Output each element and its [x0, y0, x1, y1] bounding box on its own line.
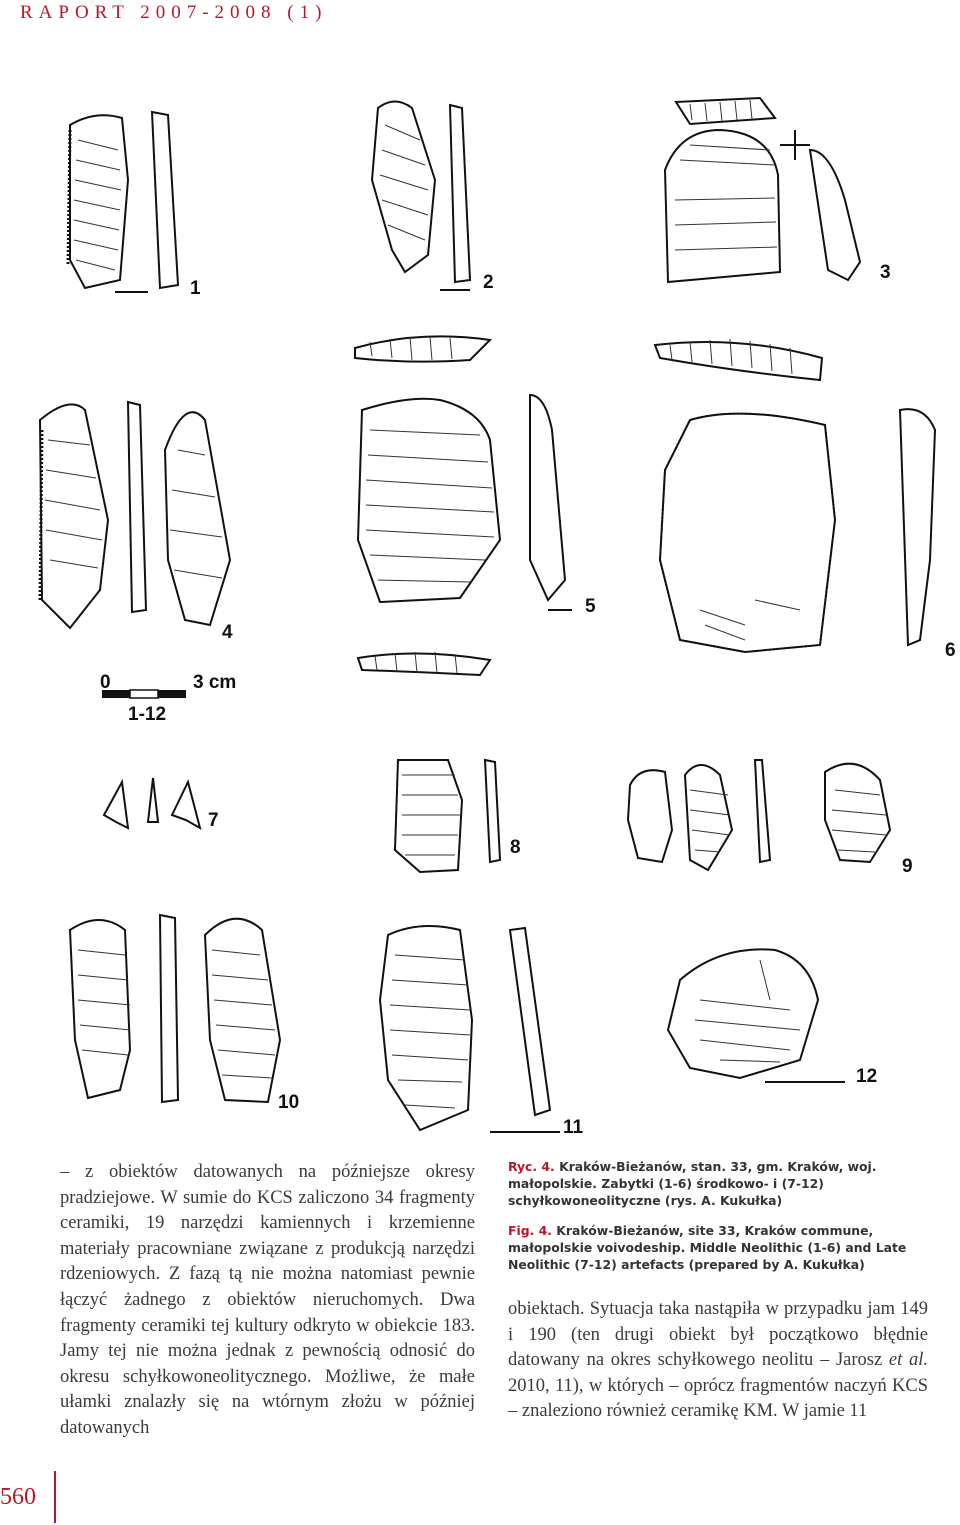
body-right-part-1: obiektach. Sytuacja taka nastąpiła w przypadku jam 149 i 190 (ten drugi obiekt był początkowo błędnie datowany na okres schyłkowego neolitu – Jarosz	[508, 1299, 928, 1371]
page-number: 560	[0, 1484, 36, 1510]
figure-number-6: 6	[945, 640, 956, 661]
caption-label-english: Fig. 4.	[508, 1223, 552, 1238]
body-right-italic: et al.	[888, 1350, 928, 1371]
figure-caption-english	[508, 1222, 928, 1273]
figure-number-9: 9	[902, 856, 913, 877]
figure-number-8: 8	[510, 837, 521, 858]
caption-text-polish: Kraków-Bieżanów, stan. 33, gm. Kraków, woj. małopolskie. Zabytki (1-6) środkowo- i (7-12) schyłkowoneolityczne (rys. A. Kukułka)	[508, 1159, 877, 1208]
figure-number-11: 11	[563, 1117, 584, 1138]
artefact-5-drawing	[358, 395, 572, 675]
page-number-rule	[54, 1471, 56, 1523]
scale-label-zero: 0	[100, 672, 111, 693]
figure-number-7: 7	[208, 810, 219, 831]
figure-number-10: 10	[278, 1092, 300, 1113]
running-head: RAPORT 2007-2008 (1)	[20, 2, 328, 23]
figure-number-5: 5	[585, 596, 596, 617]
artefact-3-drawing	[665, 98, 860, 282]
figure-caption-polish	[508, 1158, 928, 1209]
figure-number-12: 12	[856, 1066, 878, 1087]
scale-label-max: 3 cm	[193, 672, 237, 693]
scale-label-range: 1-12	[128, 704, 167, 725]
artefact-12-drawing	[668, 949, 845, 1082]
figure-number-1: 1	[190, 278, 201, 299]
artefact-6-drawing	[660, 409, 935, 652]
artefact-11-drawing	[380, 926, 560, 1132]
figure-number-3: 3	[880, 262, 891, 283]
artefact-9-drawing	[628, 760, 890, 870]
artefact-2-drawing	[372, 102, 470, 291]
artefact-4-drawing	[40, 402, 230, 628]
thin-flakes-row	[355, 336, 822, 380]
figure-number-2: 2	[483, 272, 494, 293]
artefact-1-drawing	[68, 112, 178, 292]
caption-text-english: Kraków-Bieżanów, site 33, Kraków commune, małopolskie voivodeship. Middle Neolithic (1-6) and Late Neolithic (7-12) artefacts (prepared by A. Kukułka)	[508, 1223, 907, 1272]
caption-label-polish: Ryc. 4.	[508, 1159, 555, 1174]
scale-bar	[100, 672, 236, 725]
body-text-right-column	[508, 1297, 928, 1425]
figure-number-4: 4	[222, 622, 233, 643]
artefact-8-drawing	[395, 760, 500, 872]
body-text-left-column: – z obiektów datowanych na późniejsze okresy pradziejowe. W sumie do KCS zaliczono 34 fragmenty ceramiki, 19 narzędzi kamiennych i krzemienne materiały pracowniane związane z produkcją narzędzi rdzeniowych. Z fazą tą nie można natomiast pewnie łączyć żadnego z obiektów nieruchomych. Dwa fragmenty ceramiki tej kultury odkryto w obiekcie 183. Jamy tej nie można jednak z pewnością odnosić do okresu schyłkowoneolitycznego. Możliwe, że małe ułamki znalazły się na wtórnym złożu w później datowanych	[60, 1162, 475, 1438]
artefact-7-drawing	[104, 778, 200, 828]
body-right-part-2: 2010, 11), w których – oprócz fragmentów naczyń KCS – znaleziono również ceramikę KM. W jamie 11	[508, 1375, 928, 1422]
artefact-10-drawing	[70, 915, 280, 1102]
